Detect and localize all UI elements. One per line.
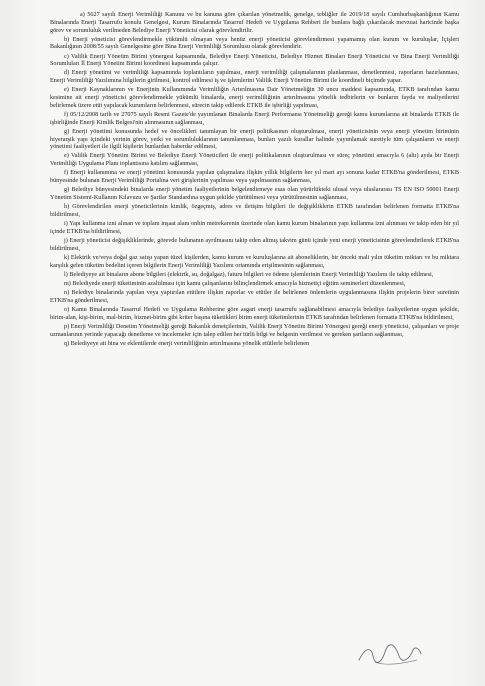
paragraph-c: c) Valilik Enerji Yönetim Birimi yönergesi kapsamında, Belediye Enerji Yöneticisi, Belediye Hizmet Binaları Enerji Yöneticisi ve Bina Enerji Verimliliği Sorumluları İl Enerji Yönetim Birimi koordinesi kapsamında çalışır. — [50, 53, 459, 68]
paragraph-i: i) Yapı kullanma izni alınan ve toplam inşaat alanı onbin metrekarenin üzerinde olan kamu kurum binalarının yapı kullanma izni alınması ve takip eden bir yıl içinde ETKB'na bildirilmesi, — [50, 221, 459, 235]
paragraph-o: o) Kamu Binalarında Tasarruf Hedefi ve Uygulama Rehberine göre asgari enerji tasarrufu sağlanabilmesi amacıyla belediye faaliyetlerine uygun şekilde, birim-alan, kişi-birim, mal-birim, hizmet-birim gibi kriter başına tüketikleri birim enerji tüketimlerinin ETKB tarafından belirlenen formatta ETKB'na bildirilmesi, — [50, 306, 459, 321]
paragraph-p: p) Enerji Verimliliği Denetim Yönetmeliği gereği Bakanlık denetçilerinin, Valilik Enerji Yönetim Birimi Yönergesi gereği enerji yöneticisi, çalışanları ve proje uzmanlarının yerinde yapacağı denetleme ve incelemeler için talep edilen her türlü bilgi ve belgenin verilmesi ve gereken şartların sağlanması, — [50, 323, 459, 338]
paragraph-h: h) Görevlendirilen enerji yöneticilerinin kimlik, özgeçmiş, adres ve iletişim bilgileri ile değişikliklerin ETKB tarafından belirlenen formatta ETKB'na bildirilmesi, — [50, 204, 459, 218]
paragraph-e2: e) Valilik Enerji Yönetim Birimi ve Belediye Enerji Yöneticileri ile enerji politikalarının oluşturulması ve süreç yönetimi amacıyla 6 (altı) ayda bir Enerji Verimliliği Uygulama Planı toplantısına katılım sağlanması, — [50, 153, 459, 168]
handwritten-signature — [355, 642, 425, 668]
paragraph-m: m) Belediyede enerji tüketiminin azaltılması için kamu çalışanlarını bilinçlendirmek amacıyla hizmetiçi eğitim seminerleri düzenlenmesi, — [64, 280, 406, 287]
paragraph-n: n) Belediye binalarında yapılan veya yaptırılan etütlere ilişkin raporlar ve etütler ile belirlenen önlemlerin uygulanmasına ilişkin projelerin birer suretinin ETKB'na gönderilmesi, — [50, 290, 459, 304]
paragraph-e: e) Enerji Kaynaklarının ve Enerjinin Kullanımında Verimliliğin Artırılmasına Dair Yönetmeliğin 30 uncu maddesi kapsamında, ETKB tarafından kamu kesimine ait enerji yöneticisi görevlendirmekle yükümlü binalarda, enerji verimliliğinin artırılmasına yönelik tedbirlerin ve bunların fayda ve maliyetlerini belirlemek üzere etüt yapılacak kurumların belirlenmesi, sürecin takip edilerek ETKB ile işbirliği yapılması, — [50, 87, 459, 109]
paragraph-q: q) Belediyeye ait bina ve eklentilerde enerji verimliliğinin artırılmasına yönelik etütlerle belirlenen — [64, 340, 310, 347]
paragraph-j: j) Enerji yöneticisi değişikliklerinde, görevde bulunanın ayrılmasını takip eden altmış takvim günü içinde yeni enerji yöneticisinin görevlendirilerek ETKB'na bildirilmesi, — [50, 237, 459, 252]
paragraph-g2: g) Belediye bünyesindeki binalarda enerji yönetim faaliyetlerinin belgelendirmeye esas olan yürürlükteki ulusal veya uluslararası TS EN ISO 50001 Enerji Yönetim Sistemi-Kullanım Kılavuzu ve Şartlar Standardına uygun şekilde yürütülmesi veya yürütülmesinin sağlanması, — [50, 187, 459, 202]
paragraph-k: k) Elektrik ve/veya doğal gaz satışı yapan tüzel kişilerden, kamu kurum ve kuruluşlarına ait aboneliklerin, bir önceki mali yılın tüketim miktarı ve bu miktara karşılık gelen tüketim bedelini içeren bilgilerin Enerji Verimliliği Yazılımı ortamında erişilmesinin sağlanması, — [50, 254, 459, 269]
paragraph-f: f) 05/12/2008 tarih ve 27075 sayılı Resmi Gazete'de yayımlanan Binalarda Enerji Performansı Yönetmeliği gereği kamu kurumlarına ait binalarda ETKB ile işbirliğinde Enerji Kimlik Belgesi'nin alınmasının sağlanması, — [50, 111, 459, 126]
paragraph-b: b) Enerji yöneticisi görevlendirmekle yükümlü olmayan veya henüz enerji yöneticisi görevlendirmesi yapamamış olan kurum ve kuruluşlar, İçişleri Bakanlığının 2008/55 sayılı Genelgesine göre Bina Enerji Verimliliği Sorumlusu olarak görevlendirir. — [50, 36, 459, 51]
paragraph-l: l) Belediyeye ait binaların abone bilgileri (elektrik, su, doğalgaz), faturu bilgileri ve ödeme işlemlerinin Enerji Verimliliği Yazılımı ile takip edilmesi, — [64, 271, 434, 278]
paragraph-g: g) Enerji yönetimi konusunda hedef ve öncelikleri tanımlayan bir enerji politikasının oluşturulması, enerji yöneticisinin veya enerji yönetim biriminin hiyerarşik yapı içindeki yerinin görev, yetki ve sorumluluklarının tanımlanması, bunları yazılı kurallar halinde yayımlamak suretiyle tüm çalışanların ve enerji yönetimi faaliyetleri ile ilgili kişilerin bunlardan haberdar edilmesi, — [50, 128, 459, 151]
paragraph-a: a) 5627 sayılı Enerji Verimliliği Kanunu ve bu kanuna göre çıkarılan yönetmelik, genelge, tebliğler ile 2019/18 sayılı Cumhurbaşkanlığının Kamu Binalarında Enerji Tasarrufu konulu Genelgesi, Kurum Binalarında Tasarruf Hedefi ve Uygulama Rehberi ile bunlara bağlı çıkarılacak mevzuat haricinde başka görev ve sorumluluk verilmeden Belediye Enerji Yöneticisi olarak görevlendirilir. — [50, 12, 459, 34]
paragraph-f2: f) Enerji kullanımına ve enerji yönetimi konusunda yapılan çalışmalara ilişkin yıllık bilgilerin her yıl mart ayı sonuna kadar ETKB'na gönderilmesi, ETKB bünyesinde bulunan Enerji Verimliliği Portalına veri girişlerinin yapılması veya yapılmasının sağlanması, — [50, 170, 459, 185]
paragraph-d: d) Enerji yönetimi ve verimliliği kapsamında toplantıların yapılması, enerji verimliliği çalışmalarının planlanması, denetlenmesi, raporların hazırlanması, Enerji Verimliliği Yazılımına bilgilerin girilmesi, kontrol edilmesi iş ve işlemlerini Valilik Enerji Yönetim Birimi ile koordineli biçimde yapar. — [50, 70, 459, 85]
